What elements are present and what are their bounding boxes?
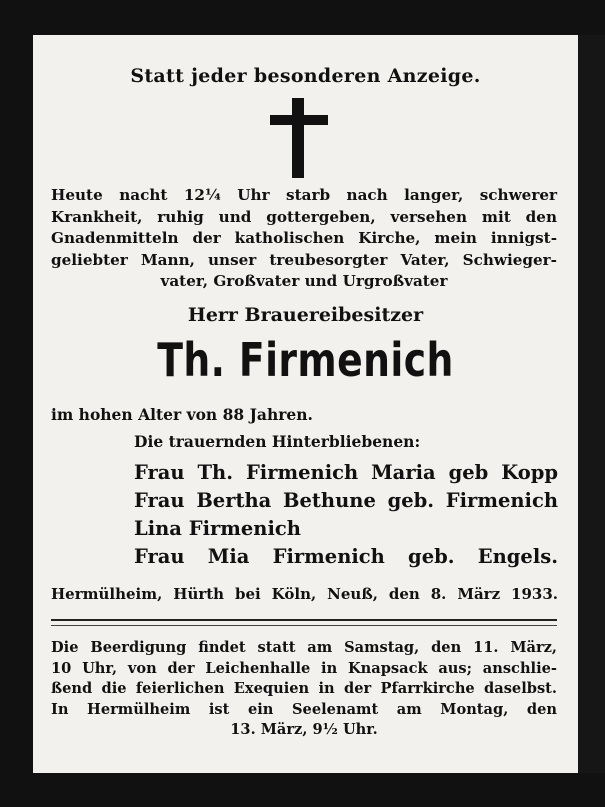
mourners-label: Die trauernden Hinterbliebenen:: [134, 432, 421, 451]
age-line: im hohen Alter von 88 Jahren.: [51, 405, 313, 424]
announcement-line: geliebter Mann, unser treubesorgter Vater, Schwieger-: [51, 250, 557, 269]
announcement-text: [51, 185, 557, 293]
places-date-line: Hermülheim, Hürth bei Köln, Neuß, den 8. März 1933.: [51, 585, 558, 603]
mourner-entry: Frau Bertha Bethune geb. Firmenich: [134, 489, 558, 512]
divider: [51, 625, 557, 626]
mourners-list: [134, 459, 558, 571]
notice-heading: Statt jeder besonderen Anzeige.: [130, 65, 481, 87]
scan-edge: [578, 35, 605, 773]
death-notice: [33, 35, 578, 773]
deceased-title: Herr Brauereibesitzer: [187, 304, 424, 326]
deceased-name: Th. Firmenich: [157, 333, 454, 387]
funeral-details: [51, 638, 557, 741]
funeral-line: 13. März, 9½ Uhr.: [230, 721, 378, 738]
latin-cross-icon: [270, 98, 328, 178]
announcement-line: Krankheit, ruhig und gottergeben, versehen mit den: [51, 207, 557, 226]
mourner-entry: Frau Th. Firmenich Maria geb Kopp: [134, 461, 558, 484]
announcement-line: Heute nacht 12¼ Uhr starb nach langer, schwerer: [51, 186, 557, 204]
announcement-line: Gnadenmitteln der katholischen Kirche, mein innigst-: [51, 229, 557, 247]
mourner-entry: Lina Firmenich: [134, 517, 301, 540]
mourner-entry: Frau Mia Firmenich geb. Engels.: [134, 545, 558, 568]
funeral-line: In Hermülheim ist ein Seelenamt am Montag, den: [51, 700, 557, 718]
funeral-line: ßend die feierlichen Exequien in der Pfarrkirche daselbst.: [51, 680, 557, 697]
announcement-line: vater, Großvater und Urgroßvater: [160, 272, 448, 290]
funeral-line: Die Beerdigung findet statt am Samstag, den 11. März,: [51, 639, 557, 656]
funeral-line: 10 Uhr, von der Leichenhalle in Knapsack aus; anschlie-: [51, 659, 557, 677]
divider: [51, 619, 557, 621]
